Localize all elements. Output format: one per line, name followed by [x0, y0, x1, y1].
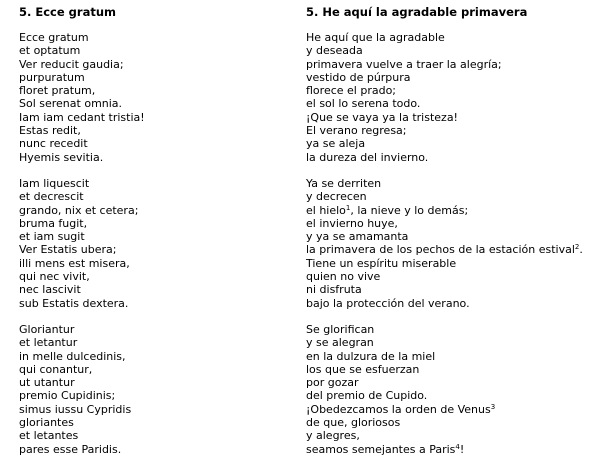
spanish-verse-line: [306, 111, 598, 124]
spanish-verse-line: [306, 151, 598, 164]
latin-verse-line: et decrescit: [19, 190, 84, 204]
spanish-verse-line: [306, 84, 598, 97]
spanish-verse-line: [306, 58, 598, 71]
footnote-marker: 2: [574, 243, 580, 252]
spanish-verse-line: [306, 283, 598, 296]
verse-text: primavera vuelve a traer la alegría;: [306, 57, 502, 71]
verse-text: el hielo: [306, 203, 346, 217]
latin-verse-line: premio Cupidinis;: [19, 389, 116, 403]
latin-verse-line: et optatum: [19, 44, 81, 58]
latin-verse-line: Iam iam cedant tristia!: [19, 110, 145, 124]
spanish-verse-line: [306, 429, 598, 442]
verse-text: el invierno huye,: [306, 216, 398, 230]
verse-text: Se glorifican: [306, 322, 375, 336]
spanish-column: [306, 6, 598, 469]
footnote-marker: 1: [345, 203, 351, 212]
verse-text: El verano regresa;: [306, 124, 407, 138]
verse-text: florece el prado;: [306, 84, 397, 98]
verse-text: Tiene un espíritu miserable: [306, 256, 457, 270]
spanish-stanza: [306, 177, 598, 310]
spanish-verse-line: [306, 217, 598, 230]
spanish-verse-line: [306, 270, 598, 283]
spanish-verse-line: [306, 243, 598, 256]
footnote-marker: 4: [455, 442, 460, 451]
latin-verse-line: et letantes: [19, 429, 79, 443]
verse-text: vestido de púrpura: [306, 70, 411, 84]
latin-verse-line: in melle dulcedinis,: [19, 349, 126, 363]
latin-verse-line: Gloriantur: [19, 322, 75, 336]
latin-verse-line: nec lascivit: [19, 283, 81, 297]
spanish-verse-line: [306, 389, 598, 402]
latin-verse-line: qui conantur,: [19, 362, 93, 376]
spanish-verse-line: [306, 71, 598, 84]
latin-verse-line: et letantur: [19, 336, 78, 350]
spanish-verse-line: [306, 350, 598, 363]
spanish-verse-line: [306, 376, 598, 389]
verse-text: y alegres,: [306, 429, 360, 443]
latin-verse-line: Hyemis sevitia.: [19, 150, 104, 164]
verse-text: y deseada: [306, 44, 363, 58]
latin-stanzas: [19, 31, 289, 456]
latin-verse-line: gloriantes: [19, 416, 74, 430]
latin-verse-line: grando, nix et cetera;: [19, 203, 139, 217]
spanish-verse-line: [306, 190, 598, 203]
latin-verse-line: floret pratum,: [19, 84, 96, 98]
spanish-verse-line: [306, 363, 598, 376]
latin-verse-line: pares esse Paridis.: [19, 442, 122, 456]
latin-column: [19, 6, 289, 469]
footnote-marker: 3: [490, 402, 496, 411]
spanish-verse-line: [306, 403, 598, 416]
latin-verse-line: Estas redit,: [19, 124, 81, 138]
verse-text-continued: !: [459, 442, 465, 456]
latin-verse-line: qui nec vivit,: [19, 270, 90, 284]
spanish-verse-line: [306, 257, 598, 270]
verse-text: de que, gloriosos: [306, 416, 401, 430]
verse-text: por gozar: [306, 376, 359, 390]
spanish-verse-line: [306, 336, 598, 349]
verse-text: el sol lo serena todo.: [306, 97, 421, 111]
verse-text-continued: .: [579, 243, 583, 257]
latin-verse-line: Ver reducit gaudia;: [19, 57, 124, 71]
latin-verse-line: purpuratum: [19, 70, 85, 84]
spanish-stanza: [306, 31, 598, 164]
spanish-verse-line: [306, 31, 598, 44]
verse-text: en la dulzura de la miel: [306, 349, 436, 363]
verse-text: y ya se amamanta: [306, 230, 409, 244]
spanish-verse-line: [306, 44, 598, 57]
verse-text: ni disfruta: [306, 283, 362, 297]
verse-text: y decrecen: [306, 190, 367, 204]
spanish-verse-line: [306, 97, 598, 110]
latin-verse-line: sub Estatis dextera.: [19, 296, 129, 310]
verse-text: ya se aleja: [306, 137, 366, 151]
spanish-verse-line: [306, 297, 598, 310]
latin-verse-line: Sol serenat omnia.: [19, 97, 123, 111]
spanish-stanza: [306, 323, 598, 456]
verse-text: seamos semejantes a Paris: [306, 442, 456, 456]
verse-text-continued: , la nieve y lo demás;: [350, 203, 469, 217]
verse-text: la dureza del invierno.: [306, 150, 429, 164]
latin-stanza: [19, 177, 289, 310]
latin-verse-line: Iam liquescit: [19, 176, 90, 190]
spanish-verse-line: [306, 137, 598, 150]
latin-verse-line: bruma fugit,: [19, 216, 88, 230]
verse-text: bajo la protección del verano.: [306, 296, 470, 310]
latin-stanza: [19, 31, 289, 164]
latin-verse-line: illi mens est misera,: [19, 256, 130, 270]
verse-text: los que se esfuerzan: [306, 362, 420, 376]
verse-text: la primavera de los pechos de la estación estival: [306, 243, 575, 257]
latin-verse-line: Ver Estatis ubera;: [19, 243, 117, 257]
verse-text: quien no vive: [306, 270, 381, 284]
spanish-verse-line: [306, 230, 598, 243]
verse-text: ¡Que se vaya ya la tristeza!: [306, 110, 458, 124]
latin-verse-line: Ecce gratum: [19, 31, 89, 44]
verse-text: del premio de Cupido.: [306, 389, 428, 403]
latin-verse-line: nunc recedit: [19, 137, 88, 151]
spanish-verse-line: [306, 124, 598, 137]
verse-text: Ya se derriten: [306, 176, 382, 190]
spanish-verse-line: [306, 416, 598, 429]
spanish-verse-line: [306, 204, 598, 217]
latin-verse-line: simus iussu Cypridis: [19, 402, 132, 416]
latin-verse-line: et iam sugit: [19, 230, 85, 244]
verse-text: He aquí que la agradable: [306, 31, 445, 44]
spanish-title: 5. He aquí la agradable primavera: [306, 5, 528, 19]
latin-title: 5. Ecce gratum: [19, 5, 116, 19]
spanish-stanzas: [306, 31, 598, 456]
spanish-verse-line: [306, 443, 598, 456]
verse-text: y se alegran: [306, 336, 374, 350]
spanish-verse-line: [306, 177, 598, 190]
latin-stanza: [19, 323, 289, 456]
latin-verse-line: ut utantur: [19, 376, 75, 390]
spanish-verse-line: [306, 323, 598, 336]
verse-text: ¡Obedezcamos la orden de Venus: [306, 402, 491, 416]
